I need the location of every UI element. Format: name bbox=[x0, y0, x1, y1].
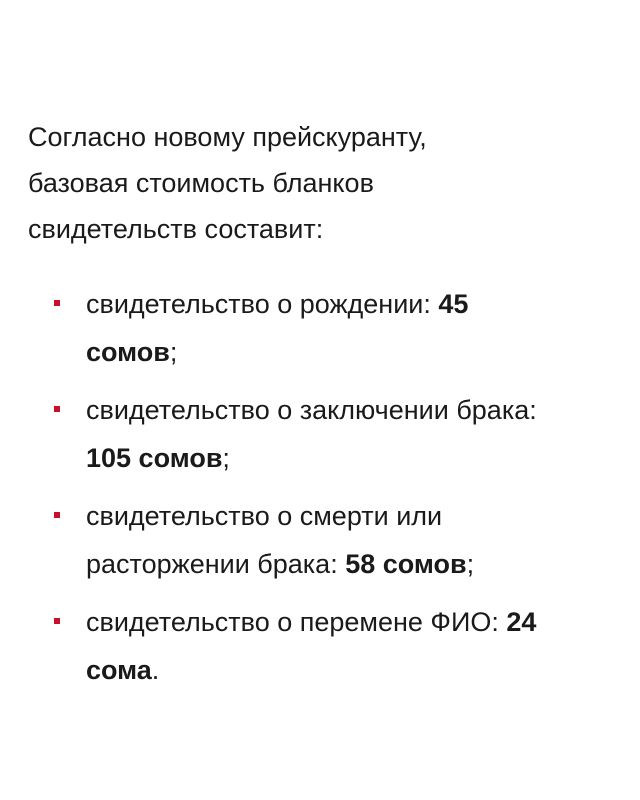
item-line bbox=[86, 646, 620, 694]
item-line bbox=[86, 328, 620, 376]
intro-line: Согласно новому прейскуранту, bbox=[28, 122, 427, 152]
item-price: сома bbox=[86, 655, 152, 685]
bullet-square-icon bbox=[54, 300, 60, 306]
list-item bbox=[0, 386, 640, 482]
bullet-square-icon bbox=[54, 512, 60, 518]
intro-paragraph bbox=[28, 114, 608, 252]
item-line bbox=[86, 386, 620, 434]
item-line bbox=[86, 492, 620, 540]
item-text: свидетельство о заключении брака: bbox=[86, 395, 537, 425]
item-text: расторжении брака: bbox=[86, 549, 346, 579]
item-punct: ; bbox=[466, 549, 475, 579]
list-item bbox=[0, 280, 640, 376]
item-punct: . bbox=[151, 655, 160, 685]
item-price: 24 bbox=[506, 607, 537, 637]
item-line bbox=[86, 540, 620, 588]
item-price: сомов bbox=[86, 337, 170, 367]
intro-line: свидетельств составит: bbox=[28, 214, 324, 244]
item-price: 45 bbox=[438, 289, 469, 319]
intro-line: базовая стоимость бланков bbox=[28, 168, 374, 198]
item-punct: ; bbox=[222, 443, 230, 473]
price-list bbox=[0, 280, 640, 704]
item-text: свидетельство о рождении: bbox=[86, 289, 439, 319]
item-text: свидетельство о смерти или bbox=[86, 501, 443, 531]
item-line bbox=[86, 280, 620, 328]
item-text: свидетельство о перемене ФИО: bbox=[86, 607, 507, 637]
item-punct: ; bbox=[169, 337, 178, 367]
item-line bbox=[86, 598, 620, 646]
list-item bbox=[0, 598, 640, 694]
item-price: 58 сомов bbox=[345, 549, 467, 579]
item-line bbox=[86, 434, 620, 482]
list-item bbox=[0, 492, 640, 588]
item-price: 105 сомов bbox=[86, 443, 223, 473]
bullet-square-icon bbox=[54, 406, 60, 412]
bullet-square-icon bbox=[54, 618, 60, 624]
